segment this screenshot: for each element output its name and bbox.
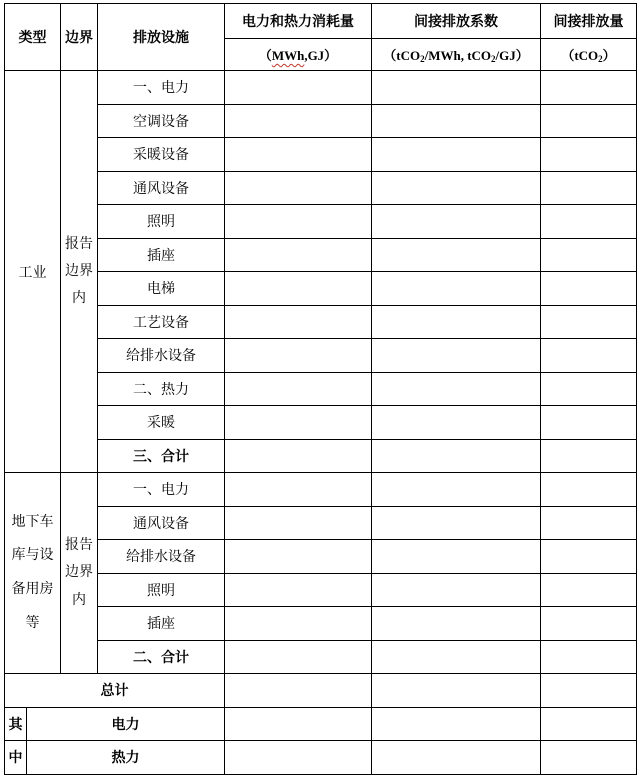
- facility-subtotal: 三、合计: [98, 439, 225, 473]
- input-cell[interactable]: [541, 238, 637, 272]
- input-cell[interactable]: [225, 372, 372, 406]
- input-cell[interactable]: [372, 607, 541, 641]
- input-cell[interactable]: [541, 573, 637, 607]
- input-cell[interactable]: [372, 573, 541, 607]
- input-cell[interactable]: [225, 406, 372, 440]
- input-cell[interactable]: [225, 674, 372, 708]
- facility-row: 采暖设备: [98, 138, 225, 172]
- input-cell[interactable]: [225, 138, 372, 172]
- input-cell[interactable]: [372, 707, 541, 741]
- facility-row: 电梯: [98, 272, 225, 306]
- input-cell[interactable]: [541, 171, 637, 205]
- of-which-char-2: 中: [5, 741, 27, 775]
- input-cell[interactable]: [225, 205, 372, 239]
- input-cell[interactable]: [372, 439, 541, 473]
- input-cell[interactable]: [225, 540, 372, 574]
- input-cell[interactable]: [541, 339, 637, 373]
- input-cell[interactable]: [541, 640, 637, 674]
- input-cell[interactable]: [225, 640, 372, 674]
- input-cell[interactable]: [372, 238, 541, 272]
- input-cell[interactable]: [541, 305, 637, 339]
- header-facility: 排放设施: [98, 4, 225, 71]
- facility-row: 空调设备: [98, 104, 225, 138]
- input-cell[interactable]: [372, 272, 541, 306]
- input-cell[interactable]: [372, 171, 541, 205]
- of-which-heat: 热力: [27, 741, 225, 775]
- boundary-basement: 报告 边界 内: [61, 473, 98, 674]
- input-cell[interactable]: [541, 406, 637, 440]
- input-cell[interactable]: [541, 372, 637, 406]
- input-cell[interactable]: [225, 473, 372, 507]
- input-cell[interactable]: [225, 238, 372, 272]
- input-cell[interactable]: [372, 104, 541, 138]
- facility-row: 二、热力: [98, 372, 225, 406]
- input-cell[interactable]: [541, 540, 637, 574]
- unit-factor: （tCO$_2$/MWh, tCO$_2$/GJ）: [372, 39, 541, 71]
- type-basement: 地下车 库与设 备用房 等: [5, 473, 61, 674]
- facility-row: 通风设备: [98, 506, 225, 540]
- input-cell[interactable]: [225, 71, 372, 105]
- input-cell[interactable]: [372, 138, 541, 172]
- input-cell[interactable]: [541, 104, 637, 138]
- input-cell[interactable]: [225, 607, 372, 641]
- input-cell[interactable]: [541, 473, 637, 507]
- facility-row: 一、电力: [98, 71, 225, 105]
- input-cell[interactable]: [225, 339, 372, 373]
- emission-table: [4, 3, 637, 775]
- facility-row: 照明: [98, 573, 225, 607]
- input-cell[interactable]: [541, 205, 637, 239]
- type-industry: 工业: [5, 71, 61, 473]
- facility-row: 照明: [98, 205, 225, 239]
- input-cell[interactable]: [372, 406, 541, 440]
- input-cell[interactable]: [541, 439, 637, 473]
- facility-row: 插座: [98, 238, 225, 272]
- header-factor: 间接排放系数: [372, 4, 541, 39]
- input-cell[interactable]: [225, 741, 372, 775]
- of-which-char-1: 其: [5, 707, 27, 741]
- input-cell[interactable]: [225, 171, 372, 205]
- unit-emission: （tCO$_2$）: [541, 39, 637, 71]
- of-which-electricity: 电力: [27, 707, 225, 741]
- input-cell[interactable]: [541, 506, 637, 540]
- input-cell[interactable]: [225, 104, 372, 138]
- facility-row: 给排水设备: [98, 339, 225, 373]
- header-emission: 间接排放量: [541, 4, 637, 39]
- input-cell[interactable]: [372, 372, 541, 406]
- boundary-industry: 报告 边界 内: [61, 71, 98, 473]
- input-cell[interactable]: [372, 339, 541, 373]
- input-cell[interactable]: [541, 707, 637, 741]
- input-cell[interactable]: [541, 272, 637, 306]
- facility-row: 通风设备: [98, 171, 225, 205]
- input-cell[interactable]: [541, 674, 637, 708]
- facility-row: 工艺设备: [98, 305, 225, 339]
- total-label: 总计: [5, 674, 225, 708]
- input-cell[interactable]: [372, 71, 541, 105]
- input-cell[interactable]: [541, 71, 637, 105]
- input-cell[interactable]: [372, 741, 541, 775]
- facility-row: 一、电力: [98, 473, 225, 507]
- input-cell[interactable]: [225, 573, 372, 607]
- input-cell[interactable]: [225, 707, 372, 741]
- facility-row: 采暖: [98, 406, 225, 440]
- input-cell[interactable]: [372, 473, 541, 507]
- input-cell[interactable]: [225, 272, 372, 306]
- input-cell[interactable]: [541, 741, 637, 775]
- input-cell[interactable]: [541, 138, 637, 172]
- input-cell[interactable]: [225, 305, 372, 339]
- input-cell[interactable]: [372, 205, 541, 239]
- input-cell[interactable]: [372, 640, 541, 674]
- input-cell[interactable]: [372, 540, 541, 574]
- input-cell[interactable]: [225, 506, 372, 540]
- header-boundary: 边界: [61, 4, 98, 71]
- facility-row: 插座: [98, 607, 225, 641]
- facility-row: 给排水设备: [98, 540, 225, 574]
- facility-subtotal: 二、合计: [98, 640, 225, 674]
- input-cell[interactable]: [372, 305, 541, 339]
- header-type: 类型: [5, 4, 61, 71]
- input-cell[interactable]: [225, 439, 372, 473]
- unit-consumption-mwh: MWh: [271, 48, 305, 63]
- input-cell[interactable]: [372, 506, 541, 540]
- header-consumption: 电力和热力消耗量: [225, 4, 372, 39]
- input-cell[interactable]: [541, 607, 637, 641]
- unit-consumption: （MWh,GJ）: [225, 39, 372, 71]
- input-cell[interactable]: [372, 674, 541, 708]
